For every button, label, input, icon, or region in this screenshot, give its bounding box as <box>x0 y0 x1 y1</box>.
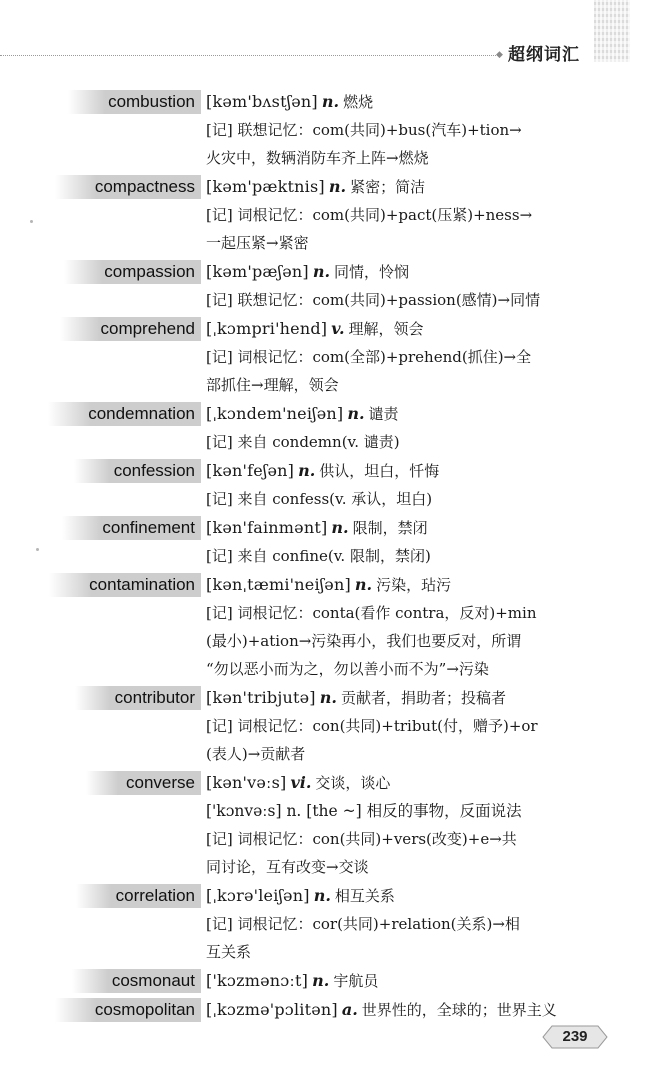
definition <box>206 884 395 908</box>
part-of-speech: n. <box>331 518 349 537</box>
section-title: 超纲词汇 <box>508 45 580 65</box>
part-of-speech: v. <box>331 319 345 338</box>
pronunciation: [kən'tribjutə] <box>206 688 316 707</box>
entry-headline <box>0 967 671 995</box>
vocab-entry <box>0 88 671 172</box>
meaning: 燃烧 <box>343 93 374 111</box>
entry-headline <box>0 514 671 542</box>
headword: converse <box>86 771 201 795</box>
meaning: 世界性的，全球的；世界主义 <box>361 1001 557 1019</box>
pronunciation: ['kɔzmənɔːt] <box>206 971 309 990</box>
memory-note <box>206 825 598 881</box>
definition <box>206 771 390 795</box>
meaning: 贡献者，捐助者；投稿者 <box>340 689 506 707</box>
memory-note <box>206 286 598 314</box>
meaning: 供认，坦白，忏悔 <box>319 462 440 480</box>
vocab-entry <box>0 967 671 995</box>
entry-headline <box>0 571 671 599</box>
meaning: 谴责 <box>368 405 399 423</box>
meaning: 污染，玷污 <box>376 576 452 594</box>
definition <box>206 998 557 1022</box>
definition <box>206 317 424 341</box>
pronunciation: [kən'fainmənt] <box>206 518 328 537</box>
memory-note-line: 火灾中，数辆消防车齐上阵→燃烧 <box>206 149 429 167</box>
vocab-entry <box>0 514 671 570</box>
entry-headline <box>0 457 671 485</box>
memory-note <box>206 485 598 513</box>
part-of-speech: n. <box>312 971 330 990</box>
vocab-entry <box>0 571 671 683</box>
pronunciation: [kən'vəːs] <box>206 773 287 792</box>
pronunciation: [ˌkɔrə'leiʃən] <box>206 886 310 905</box>
headword: confinement <box>62 516 201 540</box>
part-of-speech: vi. <box>290 773 312 792</box>
memory-note-line: 一起压紧→紧密 <box>206 234 309 252</box>
meaning: 相互关系 <box>334 887 395 905</box>
vocab-entry <box>0 996 671 1024</box>
memory-note-line: 互关系 <box>206 943 252 961</box>
part-of-speech: n. <box>354 575 373 594</box>
vocab-entry <box>0 315 671 399</box>
meaning: 限制，禁闭 <box>352 519 428 537</box>
memory-note-line: [记] 来自 confess(v. 承认，坦白) <box>206 490 433 508</box>
headword: condemnation <box>48 402 201 426</box>
entry-headline <box>0 173 671 201</box>
part-of-speech: n. <box>347 404 365 423</box>
headword: compassion <box>64 260 201 284</box>
memory-note <box>206 428 598 456</box>
headword: comprehend <box>60 317 201 341</box>
header-arrow-icon: ◆ <box>496 50 503 60</box>
corner-texture-overlay <box>594 0 630 62</box>
entry-headline <box>0 996 671 1024</box>
definition <box>206 402 399 426</box>
memory-note-line: [记] 词根记忆：con(共同)+vers(改变)+e→共 <box>206 830 517 848</box>
memory-note <box>206 599 598 683</box>
vocab-entry <box>0 769 671 881</box>
page-number-badge <box>542 1024 608 1050</box>
pronunciation: [kən'feʃən] <box>206 461 295 480</box>
entry-headline <box>0 315 671 343</box>
headword: correlation <box>76 884 201 908</box>
headword: compactness <box>55 175 201 199</box>
memory-note-line: [记] 联想记忆：com(共同)+passion(感情)→同情 <box>206 291 541 309</box>
memory-note <box>206 712 598 768</box>
header-rule <box>0 55 500 56</box>
memory-note-line: (最小)+ation→污染再小，我们也要反对，所谓 <box>206 632 522 650</box>
meaning: 紧密；简洁 <box>350 178 426 196</box>
definition <box>206 90 373 114</box>
headword: contamination <box>49 573 201 597</box>
vocab-entry <box>0 882 671 966</box>
vocab-entry <box>0 457 671 513</box>
part-of-speech: n. <box>319 688 337 707</box>
definition <box>206 969 378 993</box>
vocab-entry <box>0 684 671 768</box>
memory-note-line: [记] 词根记忆：cor(共同)+relation(关系)→相 <box>206 915 520 933</box>
part-of-speech: n. <box>313 886 331 905</box>
memory-note-line: 部抓住→理解，领会 <box>206 376 339 394</box>
memory-note <box>206 201 598 257</box>
pronunciation: [kəm'pæktnis] <box>206 177 325 196</box>
definition <box>206 260 409 284</box>
definition <box>206 516 428 540</box>
part-of-speech: n. <box>321 92 340 111</box>
part-of-speech: n. <box>328 177 347 196</box>
entry-headline <box>0 88 671 116</box>
definition <box>206 573 451 597</box>
definition <box>206 686 506 710</box>
part-of-speech: n. <box>312 262 331 281</box>
meaning: 交谈，谈心 <box>315 774 391 792</box>
vocab-entry <box>0 258 671 314</box>
pronunciation: [ˌkɔndem'neiʃən] <box>206 404 344 423</box>
entry-headline <box>0 400 671 428</box>
headword: contributor <box>75 686 201 710</box>
memory-note-line: “勿以恶小而为之，勿以善小而不为”→污染 <box>206 660 489 678</box>
pronunciation: [ˌkɔmpri'hend] <box>206 319 328 338</box>
pronunciation: [kəm'bʌstʃən] <box>206 92 318 111</box>
headword: confession <box>74 459 201 483</box>
page-number: 239 <box>562 1028 588 1045</box>
vocab-entry <box>0 400 671 456</box>
definition <box>206 459 439 483</box>
memory-note-line: [记] 来自 confine(v. 限制，禁闭) <box>206 547 431 565</box>
alternate-definition: ['kɔnvəːs] n. [the ~] 相反的事物，反面说法 <box>206 802 522 820</box>
part-of-speech: a. <box>341 1000 358 1019</box>
part-of-speech: n. <box>298 461 316 480</box>
entry-headline <box>0 769 671 797</box>
vocabulary-list <box>0 88 671 1025</box>
memory-note <box>206 343 598 399</box>
memory-note-line: (表人)→贡献者 <box>206 745 306 763</box>
headword: cosmonaut <box>72 969 201 993</box>
memory-note-line: [记] 词根记忆：com(全部)+prehend(抓住)→全 <box>206 348 532 366</box>
meaning: 宇航员 <box>333 972 379 990</box>
vocab-entry <box>0 173 671 257</box>
memory-note <box>206 910 598 966</box>
memory-note-line: [记] 来自 condemn(v. 谴责) <box>206 433 400 451</box>
memory-note <box>206 116 598 172</box>
pronunciation: [kəm'pæʃən] <box>206 262 309 281</box>
pronunciation: [ˌkɔzmə'pɔlitən] <box>206 1000 338 1019</box>
headword: cosmopolitan <box>55 998 201 1022</box>
definition <box>206 175 425 199</box>
entry-headline <box>0 684 671 712</box>
memory-note-line: [记] 词根记忆：com(共同)+pact(压紧)+ness→ <box>206 206 533 224</box>
entry-headline <box>0 882 671 910</box>
pronunciation: [kənˌtæmi'neiʃən] <box>206 575 351 594</box>
memory-note-line: 同讨论，互有改变→交谈 <box>206 858 369 876</box>
meaning: 理解，领会 <box>348 320 424 338</box>
memory-note-line: [记] 词根记忆：conta(看作 contra，反对)+min <box>206 604 537 622</box>
headword: combustion <box>68 90 201 114</box>
entry-headline <box>0 258 671 286</box>
memory-note-line: [记] 词根记忆：con(共同)+tribut(付，赠予)+or <box>206 717 538 735</box>
meaning: 同情，怜悯 <box>334 263 410 281</box>
memory-note-line: [记] 联想记忆：com(共同)+bus(汽车)+tion→ <box>206 121 522 139</box>
memory-note <box>206 542 598 570</box>
